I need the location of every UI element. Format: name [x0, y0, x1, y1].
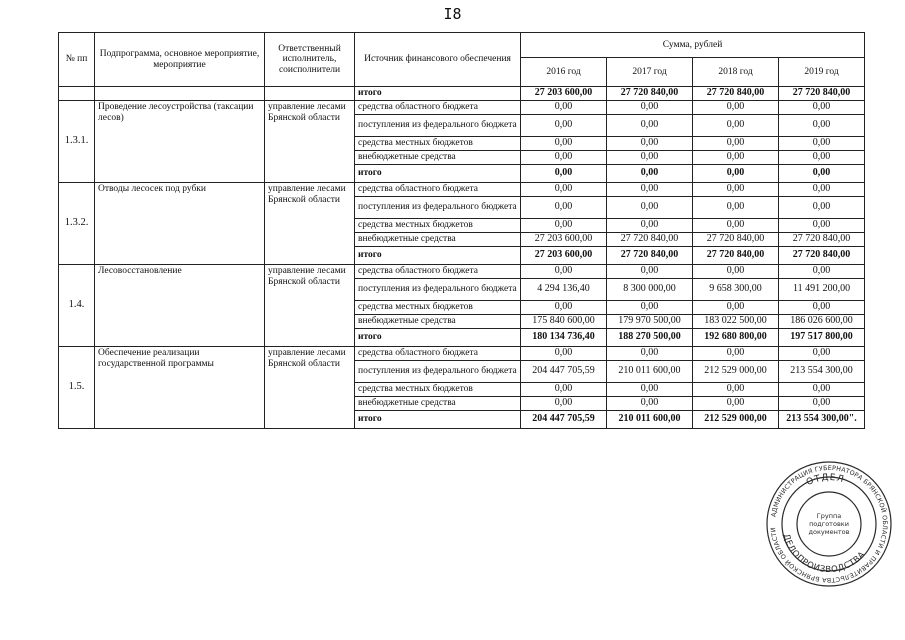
table-row	[59, 183, 865, 197]
value-cell: 210 011 600,00	[607, 361, 693, 383]
value-cell: 0,00	[607, 101, 693, 115]
header-program: Подпрограмма, основное мероприятие, мероприятие	[95, 33, 265, 87]
value-cell: 0,00	[521, 219, 607, 233]
value-cell: 188 270 500,00	[607, 329, 693, 347]
value-cell: 0,00	[521, 301, 607, 315]
stamp-center-line: подготовки	[809, 520, 849, 528]
value-cell: 0,00	[693, 347, 779, 361]
table-row	[59, 87, 865, 101]
page-number: I8	[443, 5, 462, 23]
value-cell: 27 720 840,00	[779, 247, 865, 265]
source-cell: поступления из федерального бюджета	[355, 115, 521, 137]
header-year: 2017 год	[607, 58, 693, 87]
value-cell: 0,00	[779, 265, 865, 279]
value-cell: 0,00	[521, 115, 607, 137]
source-cell: средства областного бюджета	[355, 265, 521, 279]
value-cell: 0,00	[779, 183, 865, 197]
value-cell: 0,00	[521, 397, 607, 411]
value-cell: 0,00	[779, 165, 865, 183]
value-cell: 0,00	[779, 115, 865, 137]
source-cell: итого	[355, 165, 521, 183]
value-cell: 0,00	[521, 197, 607, 219]
value-cell: 0,00	[693, 165, 779, 183]
value-cell: 0,00	[607, 115, 693, 137]
source-cell: поступления из федерального бюджета	[355, 361, 521, 383]
source-cell: внебюджетные средства	[355, 151, 521, 165]
source-cell: итого	[355, 329, 521, 347]
value-cell: 213 554 300,00	[779, 361, 865, 383]
value-cell: 27 720 840,00	[693, 233, 779, 247]
source-cell: средства местных бюджетов	[355, 137, 521, 151]
header-year: 2018 год	[693, 58, 779, 87]
value-cell: 0,00	[607, 347, 693, 361]
value-cell: 27 720 840,00	[607, 233, 693, 247]
value-cell: 0,00	[779, 397, 865, 411]
source-cell: средства областного бюджета	[355, 347, 521, 361]
value-cell: 0,00	[693, 383, 779, 397]
source-cell: средства областного бюджета	[355, 101, 521, 115]
value-cell: 0,00	[521, 383, 607, 397]
value-cell: 186 026 600,00	[779, 315, 865, 329]
source-cell: средства местных бюджетов	[355, 383, 521, 397]
value-cell: 0,00	[693, 219, 779, 233]
source-cell: итого	[355, 411, 521, 429]
value-cell: 0,00	[607, 197, 693, 219]
value-cell: 0,00	[693, 137, 779, 151]
value-cell: 0,00	[693, 151, 779, 165]
value-cell: 0,00	[607, 165, 693, 183]
value-cell: 179 970 500,00	[607, 315, 693, 329]
value-cell: 27 720 840,00	[779, 87, 865, 101]
value-cell: 4 294 136,40	[521, 279, 607, 301]
program-name: Обеспечение реализации государственной программы	[95, 347, 265, 429]
header-year: 2016 год	[521, 58, 607, 87]
value-cell: 0,00	[693, 301, 779, 315]
value-cell: 183 022 500,00	[693, 315, 779, 329]
row-number: 1.5.	[59, 347, 95, 429]
value-cell: 0,00	[607, 137, 693, 151]
value-cell: 0,00	[607, 219, 693, 233]
stamp-center-line: документов	[808, 528, 850, 536]
value-cell: 0,00	[521, 183, 607, 197]
header-source: Источник финансового обеспечения	[355, 33, 521, 87]
value-cell: 0,00	[779, 137, 865, 151]
value-cell: 204 447 705,59	[521, 411, 607, 429]
value-cell: 0,00	[521, 165, 607, 183]
value-cell: 0,00	[607, 397, 693, 411]
source-cell: внебюджетные средства	[355, 397, 521, 411]
value-cell: 27 720 840,00	[693, 247, 779, 265]
value-cell: 175 840 600,00	[521, 315, 607, 329]
value-cell: 0,00	[779, 197, 865, 219]
value-cell: 9 658 300,00	[693, 279, 779, 301]
row-number: 1.3.2.	[59, 183, 95, 265]
value-cell: 8 300 000,00	[607, 279, 693, 301]
value-cell: 210 011 600,00	[607, 411, 693, 429]
value-cell: 27 720 840,00	[607, 247, 693, 265]
budget-table	[58, 32, 865, 429]
value-cell: 0,00	[779, 219, 865, 233]
source-cell: внебюджетные средства	[355, 315, 521, 329]
value-cell: 0,00	[693, 397, 779, 411]
value-cell: 180 134 736,40	[521, 329, 607, 347]
value-cell: 213 554 300,00".	[779, 411, 865, 429]
value-cell: 27 720 840,00	[607, 87, 693, 101]
source-cell: итого	[355, 87, 521, 101]
value-cell: 0,00	[779, 383, 865, 397]
value-cell: 212 529 000,00	[693, 361, 779, 383]
value-cell: 212 529 000,00	[693, 411, 779, 429]
value-cell: 0,00	[521, 101, 607, 115]
source-cell: средства местных бюджетов	[355, 301, 521, 315]
value-cell: 27 203 600,00	[521, 233, 607, 247]
source-cell: средства местных бюджетов	[355, 219, 521, 233]
value-cell: 27 203 600,00	[521, 87, 607, 101]
responsible-name: управление лесами Брянской области	[265, 265, 355, 347]
header-year: 2019 год	[779, 58, 865, 87]
table-row	[59, 347, 865, 361]
stamp-top-text: ОТДЕЛ	[804, 472, 846, 489]
stamp-center-line: Группа	[816, 512, 842, 520]
value-cell: 0,00	[521, 347, 607, 361]
stamp-seal	[765, 460, 893, 588]
header-sum: Сумма, рублей	[521, 33, 865, 58]
value-cell: 0,00	[693, 183, 779, 197]
source-cell: поступления из федерального бюджета	[355, 197, 521, 219]
value-cell: 204 447 705,59	[521, 361, 607, 383]
header-responsible: Ответственный исполнитель, соисполнители	[265, 33, 355, 87]
value-cell: 0,00	[607, 383, 693, 397]
value-cell: 0,00	[521, 265, 607, 279]
row-number: 1.3.1.	[59, 101, 95, 183]
table-row	[59, 265, 865, 279]
program-name: Отводы лесосек под рубки	[95, 183, 265, 265]
value-cell: 0,00	[607, 301, 693, 315]
value-cell: 0,00	[779, 347, 865, 361]
value-cell: 0,00	[521, 137, 607, 151]
value-cell: 27 720 840,00	[693, 87, 779, 101]
responsible-name: управление лесами Брянской области	[265, 347, 355, 429]
value-cell: 27 203 600,00	[521, 247, 607, 265]
source-cell: средства областного бюджета	[355, 183, 521, 197]
source-cell: внебюджетные средства	[355, 233, 521, 247]
value-cell: 0,00	[693, 197, 779, 219]
value-cell: 197 517 800,00	[779, 329, 865, 347]
source-cell: поступления из федерального бюджета	[355, 279, 521, 301]
value-cell: 0,00	[693, 115, 779, 137]
value-cell: 0,00	[693, 265, 779, 279]
value-cell: 0,00	[693, 101, 779, 115]
value-cell: 11 491 200,00	[779, 279, 865, 301]
table-row	[59, 101, 865, 115]
value-cell: 0,00	[607, 151, 693, 165]
responsible-name: управление лесами Брянской области	[265, 101, 355, 183]
stamp-outer-text: АДМИНИСТРАЦИЯ ГУБЕРНАТОРА БРЯНСКОЙ ОБЛАСТИ И ПРАВИТЕЛЬСТВА БРЯНСКОЙ ОБЛАСТИ	[770, 464, 889, 584]
value-cell: 0,00	[607, 265, 693, 279]
responsible-name: управление лесами Брянской области	[265, 183, 355, 265]
value-cell: 0,00	[521, 151, 607, 165]
value-cell: 0,00	[779, 151, 865, 165]
program-name: Лесовосстановление	[95, 265, 265, 347]
value-cell: 0,00	[607, 183, 693, 197]
value-cell: 27 720 840,00	[779, 233, 865, 247]
value-cell: 0,00	[779, 101, 865, 115]
stamp-bottom-text: ДЕЛОПРОИЗВОДСТВА	[780, 532, 868, 576]
header-num: № пп	[59, 33, 95, 87]
value-cell: 0,00	[779, 301, 865, 315]
program-name: Проведение лесоустройства (таксации лесов)	[95, 101, 265, 183]
value-cell: 192 680 800,00	[693, 329, 779, 347]
source-cell: итого	[355, 247, 521, 265]
row-number: 1.4.	[59, 265, 95, 347]
